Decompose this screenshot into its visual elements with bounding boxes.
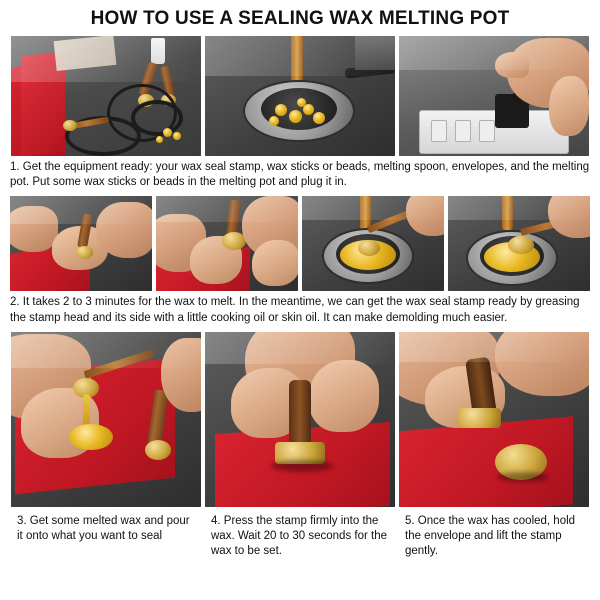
steps-3-5-caption-row bbox=[0, 507, 600, 559]
step-5-caption: 5. Once the wax has cooled, hold the envelope and lift the stamp gently. bbox=[405, 514, 576, 557]
step-4-caption: 4. Press the stamp firmly into the wax. Wait 20 to 30 seconds for the wax to be set. bbox=[211, 514, 387, 557]
step-3-caption: 3. Get some melted wax and pour it onto what you want to seal bbox=[17, 514, 190, 542]
steps-3-5-photo-row bbox=[0, 332, 600, 507]
photo-stir-melted-wax bbox=[302, 196, 444, 291]
photo-grease-stamp-head bbox=[156, 196, 298, 291]
page-title: HOW TO USE A SEALING WAX MELTING POT bbox=[90, 8, 510, 29]
photo-plug-into-outlet bbox=[399, 36, 589, 156]
photo-scoop-melted-wax bbox=[448, 196, 590, 291]
photo-press-stamp bbox=[205, 332, 395, 507]
photo-pot-with-beads bbox=[205, 36, 395, 156]
step-1-photo-row bbox=[0, 36, 600, 156]
step-1-caption: 1. Get the equipment ready: your wax seal stamp, wax sticks or beads, melting spoon, envelopes, and the melting pot. Put some wax sticks or beads in the melting pot and plug it in. bbox=[10, 161, 590, 189]
photo-equipment-layout bbox=[11, 36, 201, 156]
photo-pour-wax-onto-paper bbox=[11, 332, 201, 507]
step-2-photo-row bbox=[0, 196, 600, 291]
photo-oil-bottle-and-stamp bbox=[10, 196, 152, 291]
step-2-caption: 2. It takes 2 to 3 minutes for the wax to melt. In the meantime, we can get the wax seal stamp ready by greasing the stamp head and its side with a little cooking oil or skin oil. It can make demolding much easier. bbox=[10, 296, 580, 324]
photo-lift-stamp bbox=[399, 332, 589, 507]
